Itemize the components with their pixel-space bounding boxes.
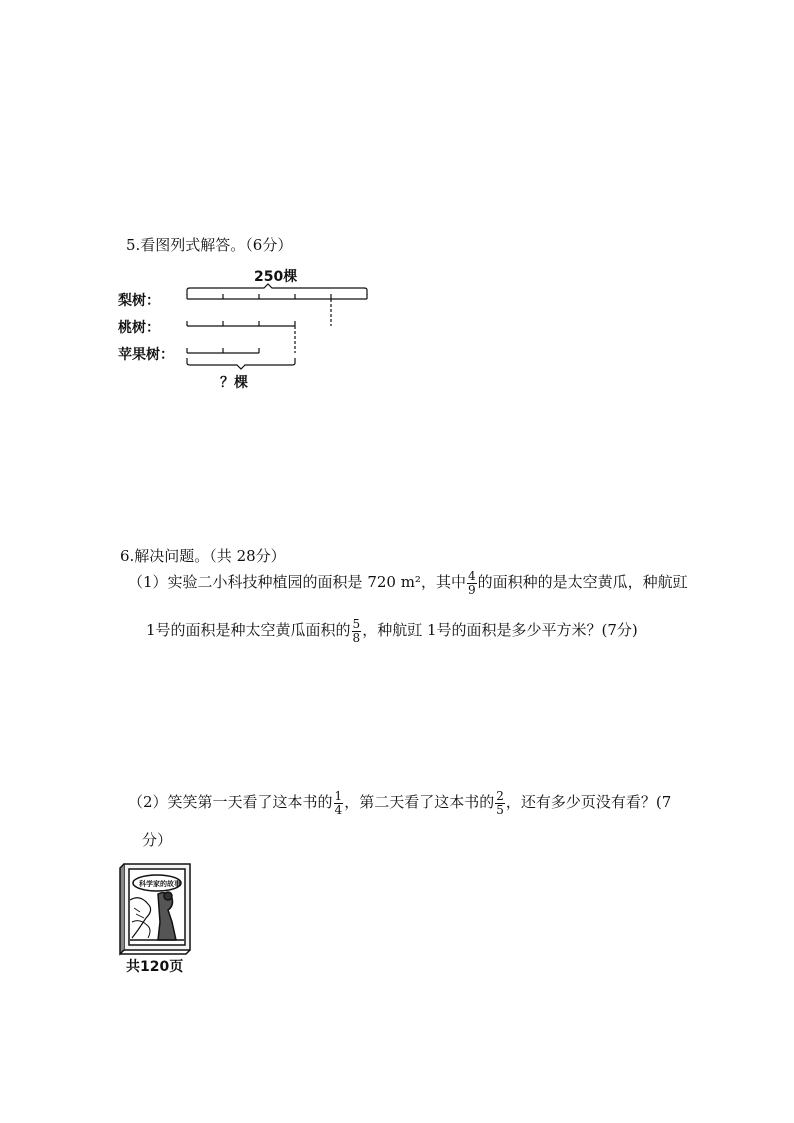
book-cover-title: 科学家的故事: [139, 880, 181, 888]
q6-part1-text-b: 的面积种的是太空黄瓜，种航豇: [477, 573, 688, 591]
q6-part2-line2: 分）: [142, 831, 173, 849]
fraction-4-9: $\frac{4}{9}$: [467, 568, 476, 597]
row-label-peach: 桃树：: [118, 320, 160, 336]
q6-part1-text-d: ，种航豇 1号的面积是多少平方米？(7分): [362, 621, 638, 639]
q6-part1-line1: [128, 558, 688, 606]
q6-part2-text-a: （2）笑笑第一天看了这本书的: [128, 793, 333, 811]
q6-part2-text-b: ，第二天看了这本书的: [344, 793, 495, 811]
total-brace: [187, 284, 367, 295]
q6-part2-line1: [128, 778, 671, 826]
line-segment-diagram: [118, 262, 378, 392]
row-label-apple: 苹果树：: [118, 347, 174, 363]
total-label: 250棵: [254, 269, 298, 285]
fraction-1-4: $\frac{1}{4}$: [334, 788, 343, 817]
segment-lines: [118, 262, 378, 392]
unknown-brace: [187, 358, 295, 369]
q6-part1-text-a: （1）实验二小科技种植园的面积是 720 m²，其中: [128, 573, 466, 591]
book-illustration: [118, 860, 198, 956]
book-cover-icon: [118, 860, 198, 956]
row-label-pear: 梨树：: [118, 293, 160, 309]
fraction-5-8: $\frac{5}{8}$: [352, 616, 361, 645]
book-caption: 共120页: [126, 959, 184, 975]
q6-part1-text-c: 1号的面积是种太空黄瓜面积的: [146, 621, 351, 639]
unknown-label: ？棵: [220, 375, 248, 391]
q6-part1-line2: [146, 606, 638, 654]
q5-title: 5.看图列式解答。（6分）: [126, 236, 293, 254]
q6-title: 6.解决问题。（共 28分）: [120, 547, 286, 565]
q6-part2-text-c: ，还有多少页没有看？(7: [505, 793, 672, 811]
fraction-2-5: $\frac{2}{5}$: [496, 788, 504, 817]
